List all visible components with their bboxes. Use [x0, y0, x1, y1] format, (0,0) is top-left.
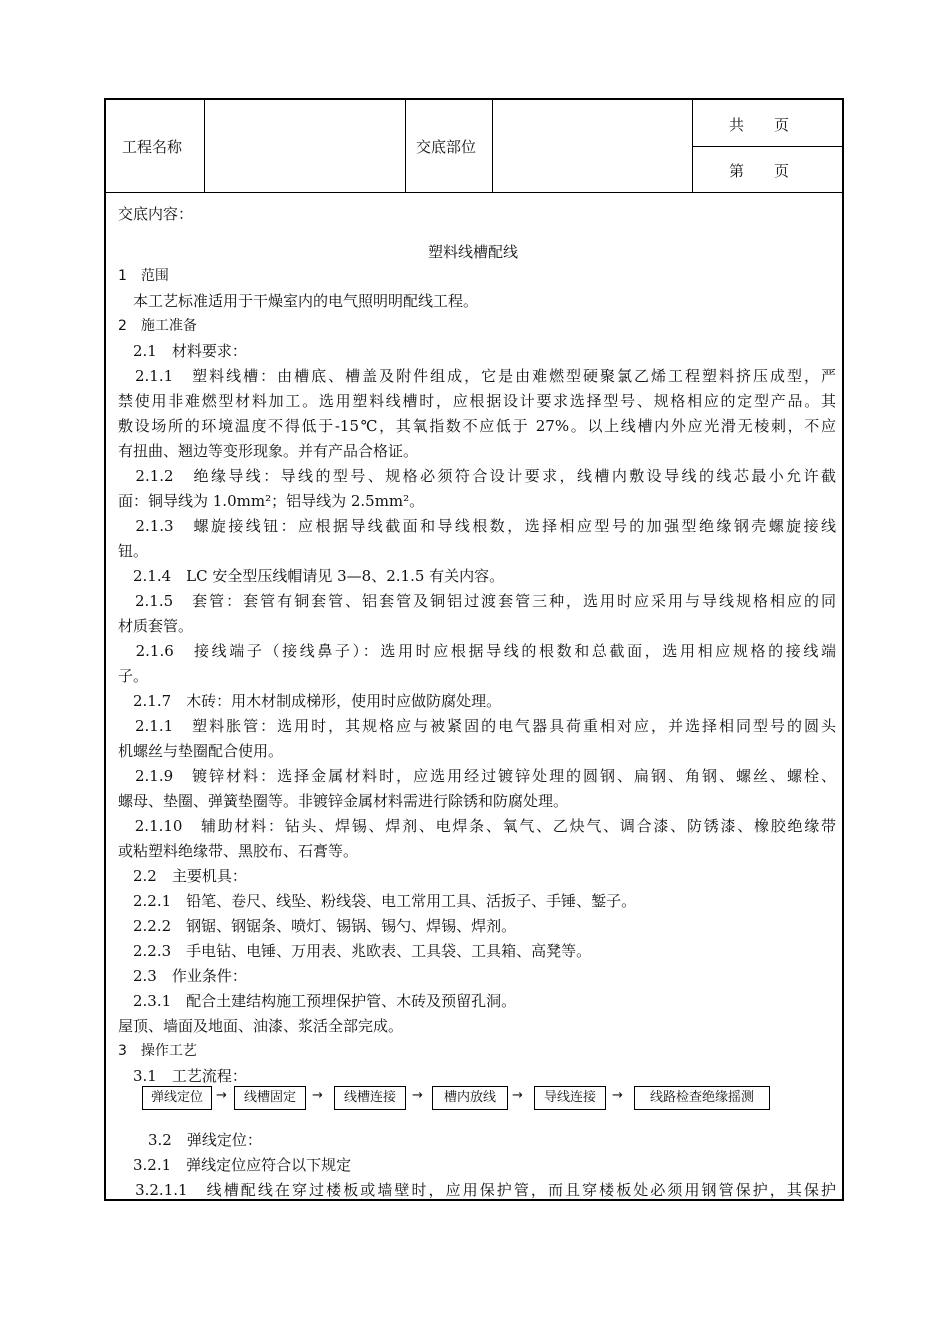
- paragraph-line: 3.2.1 弹线定位应符合以下规定: [118, 1156, 352, 1174]
- total-pages: 共 页: [729, 116, 790, 134]
- paragraph-line: 2.1.10 辅助材料：钻头、焊锡、焊剂、电焊条、氧气、乙炔气、调合漆、防锈漆、橡胶绝缘带: [118, 817, 836, 835]
- arrow-right-icon: →: [512, 1088, 523, 1103]
- paragraph-line: 面：铜导线为 1.0mm²；铝导线为 2.5mm²。: [118, 492, 425, 510]
- paragraph-line: 机螺丝与垫圈配合使用。: [118, 742, 284, 760]
- paragraph-line: 2.2.1 铅笔、卷尺、线坠、粉线袋、电工常用工具、活扳子、手锤、錾子。: [118, 892, 637, 910]
- paragraph-line: 材质套管。: [118, 617, 194, 635]
- flow-step: 线槽固定: [234, 1086, 306, 1110]
- section-heading: 3 操作工艺: [118, 1043, 197, 1059]
- flow-step: 导线连接: [534, 1086, 606, 1110]
- paragraph-line: 有扭曲、翘边等变形现象。并有产品合格证。: [118, 442, 419, 460]
- project-name-label: 工程名称: [122, 138, 183, 156]
- flow-step: 槽内放线: [432, 1086, 508, 1110]
- arrow-right-icon: →: [612, 1088, 623, 1103]
- paragraph-line: 3.2 弹线定位：: [118, 1131, 262, 1149]
- paragraph-line: 2.1.1 塑料胀管：选用时，其规格应与被紧固的电气器具荷重相对应，并选择相同型号的圆头: [118, 717, 836, 735]
- flow-step: 线槽连接: [334, 1086, 406, 1110]
- paragraph-line: 2.1.9 镀锌材料：选择金属材料时，应选用经过镀锌处理的圆钢、扁钢、角钢、螺丝、螺栓、: [118, 767, 836, 785]
- paragraph-line: 3.1 工艺流程：: [118, 1067, 247, 1085]
- paragraph-line: 2.3.1 配合土建结构施工预埋保护管、木砖及预留孔洞。: [118, 992, 517, 1010]
- paragraph-line: 子。: [118, 667, 149, 685]
- project-name-value-cell[interactable]: [205, 100, 406, 192]
- doc-title: 塑料线槽配线: [428, 243, 519, 261]
- document-frame: [104, 98, 844, 1201]
- paragraph-line: 屋顶、墙面及地面、油漆、浆活全部完成。: [118, 1017, 404, 1035]
- paragraph-line: 2.2.3 手电钻、电锤、万用表、兆欧表、工具袋、工具箱、高凳等。: [118, 942, 592, 960]
- project-name-label-cell: [106, 100, 205, 192]
- paragraph-line: 2.1.5 套管：套管有铜套管、铝套管及铜铝过渡套管三种，选用时应采用与导线规格相应的同: [118, 592, 836, 610]
- paragraph-line: 3.2.1.1 线槽配线在穿过楼板或墙壁时，应用保护管，而且穿楼板处必须用钢管保护，其保护: [118, 1181, 836, 1199]
- header-table: [106, 100, 842, 193]
- arrow-right-icon: →: [412, 1088, 423, 1103]
- arrow-right-icon: →: [216, 1088, 227, 1103]
- page-number: 第 页: [729, 162, 790, 180]
- section-heading: 1 范围: [118, 268, 169, 284]
- paragraph-line: 2.2 主要机具：: [118, 867, 247, 885]
- paragraph-line: 2.1.4 LC 安全型压线帽请见 3—8、2.1.5 有关内容。: [118, 567, 505, 585]
- paragraph-line: 螺母、垫圈、弹簧垫圈等。非镀锌金属材料需进行除锈和防腐处理。: [118, 792, 569, 810]
- flow-step: 弹线定位: [142, 1086, 212, 1110]
- paragraph-line: 本工艺标准适用于干燥室内的电气照明明配线工程。: [118, 292, 479, 310]
- section-heading: 2 施工准备: [118, 318, 197, 334]
- paragraph-line: 2.1.1 塑料线槽：由槽底、槽盖及附件组成，它是由难燃型硬聚氯乙烯工程塑料挤压成型，严: [118, 367, 836, 385]
- location-label: 交底部位: [416, 138, 477, 156]
- content-label: 交底内容：: [118, 205, 194, 223]
- paragraph-line: 2.1.3 螺旋接线钮：应根据导线截面和导线根数，选择相应型号的加强型绝缘钢壳螺旋接线: [118, 517, 836, 535]
- paragraph-line: 2.1.6 接线端子（接线鼻子）：选用时应根据导线的根数和总截面，选用相应规格的接线端: [118, 642, 836, 660]
- paragraph-line: 2.1 材料要求：: [118, 342, 247, 360]
- paragraph-line: 2.2.2 钢锯、钢锯条、喷灯、锡锅、锡勺、焊锡、焊剂。: [118, 917, 517, 935]
- location-value-cell[interactable]: [493, 100, 693, 192]
- paragraph-line: 2.1.7 木砖：用木材制成梯形，使用时应做防腐处理。: [118, 692, 502, 710]
- page-number-cell: [693, 146, 842, 192]
- paragraph-line: 或粘塑料绝缘带、黑胶布、石膏等。: [118, 842, 359, 860]
- total-pages-cell: [693, 100, 842, 147]
- paragraph-line: 2.1.2 绝缘导线：导线的型号、规格必须符合设计要求，线槽内敷设导线的线芯最小允许截: [118, 467, 836, 485]
- flow-step: 线路检查绝缘摇测: [634, 1086, 770, 1110]
- paragraph-line: 2.3 作业条件：: [118, 967, 247, 985]
- arrow-right-icon: →: [312, 1088, 323, 1103]
- paragraph-line: 禁使用非难燃型材料加工。选用塑料线槽时，应根据设计要求选择型号、规格相应的定型产品。其: [118, 392, 836, 410]
- paragraph-line: 敷设场所的环境温度不得低于-15℃，其氧指数不应低于 27%。以上线槽内外应光滑无棱刺，不应: [118, 417, 836, 435]
- paragraph-line: 钮。: [118, 542, 149, 560]
- location-label-cell: [406, 100, 493, 192]
